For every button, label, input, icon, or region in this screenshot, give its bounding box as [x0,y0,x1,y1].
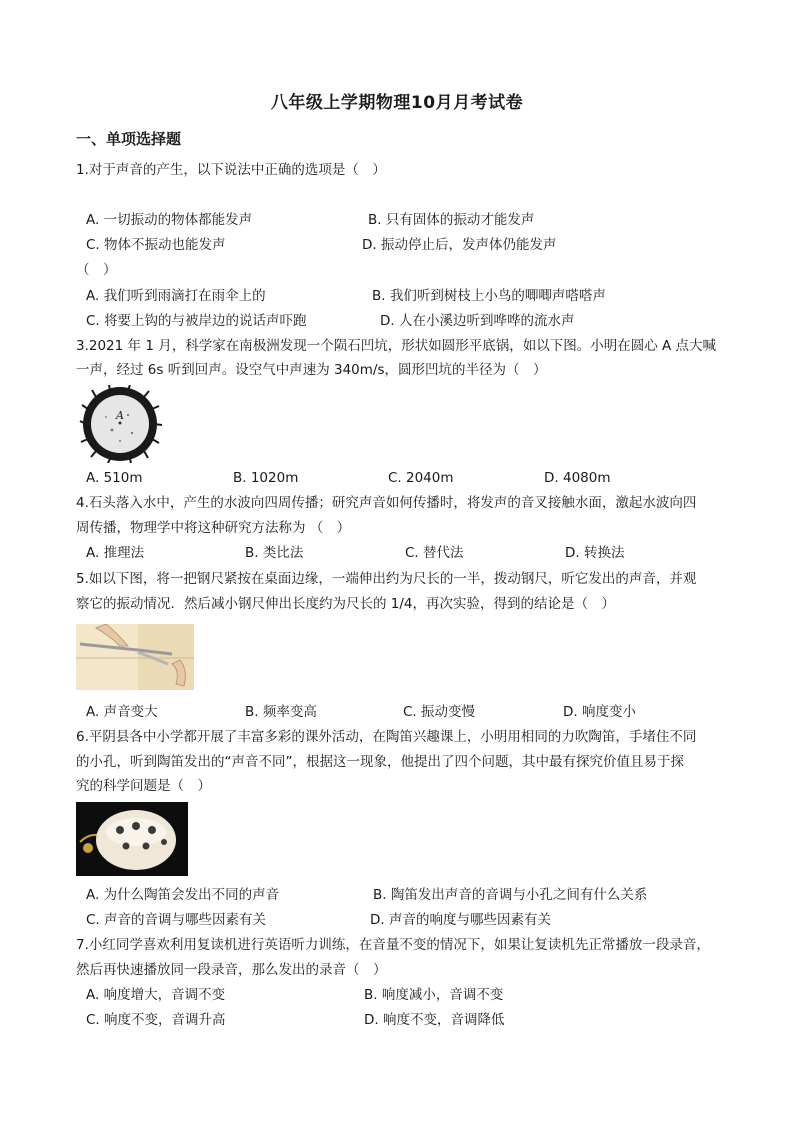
q1-stem: 1.对于声音的产生，以下说法中正确的选项是（ ） [76,162,386,178]
q6-stem-line1: 6.平阴县各中小学都开展了丰富多彩的课外活动，在陶笛兴趣课上，小明用相同的力吹陶笛，手堵住不同 [76,729,697,745]
q6-stem-line3: 究的科学问题是（ ） [76,778,211,794]
q2-option-d: D. 人在小溪边听到哗哗的流水声 [380,313,575,329]
q6-option-c: C. 声音的音调与哪些因素有关 [86,912,267,928]
q7-option-d: D. 响度不变，音调降低 [364,1012,505,1028]
q3-option-a: A. 510m [86,470,143,486]
ruler-experiment-figure [76,624,194,690]
crater-figure [76,385,164,463]
q3-option-c: C. 2040m [388,470,454,486]
q7-option-c: C. 响度不变，音调升高 [86,1012,226,1028]
q7-stem-line1: 7.小红同学喜欢利用复读机进行英语听力训练，在音量不变的情况下，如果让复读机先正常播放一段录音， [76,937,710,953]
q2-option-a: A. 我们听到雨滴打在雨伞上的 [86,288,266,304]
q6-option-a: A. 为什么陶笛会发出不同的声音 [86,887,280,903]
q1-option-a: A. 一切振动的物体都能发声 [86,212,253,228]
q7-option-a: A. 响度增大，音调不变 [86,987,226,1003]
q5-option-d: D. 响度变小 [563,704,636,720]
q1-option-d: D. 振动停止后，发声体仍能发声 [362,237,557,253]
q4-option-a: A. 推理法 [86,545,145,561]
q2-option-b: B. 我们听到树枝上小鸟的唧唧声嗒嗒声 [372,288,606,304]
crater-point-label: A [116,409,124,422]
q3-stem-line2: 一声，经过 6s 听到回声。设空气中声速为 340m/s，圆形凹坑的半径为（ ） [76,362,547,378]
q3-stem-line1: 3.2021 年 1 月，科学家在南极洲发现一个陨石凹坑，形状如圆形平底锅，如以下图。小明在圆心 A 点大喊 [76,338,717,354]
q4-stem-line2: 周传播，物理学中将这种研究方法称为 （ ） [76,520,351,536]
q3-option-b: B. 1020m [233,470,299,486]
q6-option-d: D. 声音的响度与哪些因素有关 [370,912,551,928]
q4-option-d: D. 转换法 [565,545,625,561]
ocarina-figure [76,802,188,876]
q7-option-b: B. 响度减小，音调不变 [364,987,504,1003]
q2-option-c: C. 将要上钩的与被岸边的说话声吓跑 [86,313,307,329]
q3-option-d: D. 4080m [544,470,611,486]
q1-option-b: B. 只有固体的振动才能发声 [368,212,535,228]
q2-stem: （ ） [76,262,117,278]
q5-stem-line1: 5.如以下图，将一把钢尺紧按在桌面边缘，一端伸出约为尺长的一半，拨动钢尺，听它发出的声音，并观 [76,571,697,587]
q5-option-a: A. 声音变大 [86,704,158,720]
q6-option-b: B. 陶笛发出声音的音调与小孔之间有什么关系 [373,887,648,903]
q4-option-c: C. 替代法 [405,545,464,561]
page-title: 八年级上学期物理10月月考试卷 [270,93,524,113]
q4-stem-line1: 4.石头落入水中，产生的水波向四周传播；研究声音如何传播时，将发声的音叉接触水面，激起水波向四 [76,495,697,511]
section-heading: 一、单项选择题 [76,130,182,148]
q5-option-c: C. 振动变慢 [403,704,476,720]
q5-stem-line2: 察它的振动情况．然后减小钢尺伸出长度约为尺长的 1/4，再次实验，得到的结论是（ ） [76,596,616,612]
q6-stem-line2: 的小孔，听到陶笛发出的“声音不同”，根据这一现象，他提出了四个问题，其中最有探究价值且易于探 [76,754,684,770]
q7-stem-line2: 然后再快速播放同一段录音，那么发出的录音（ ） [76,962,387,978]
q4-option-b: B. 类比法 [245,545,304,561]
q5-option-b: B. 频率变高 [245,704,317,720]
q1-option-c: C. 物体不振动也能发声 [86,237,226,253]
